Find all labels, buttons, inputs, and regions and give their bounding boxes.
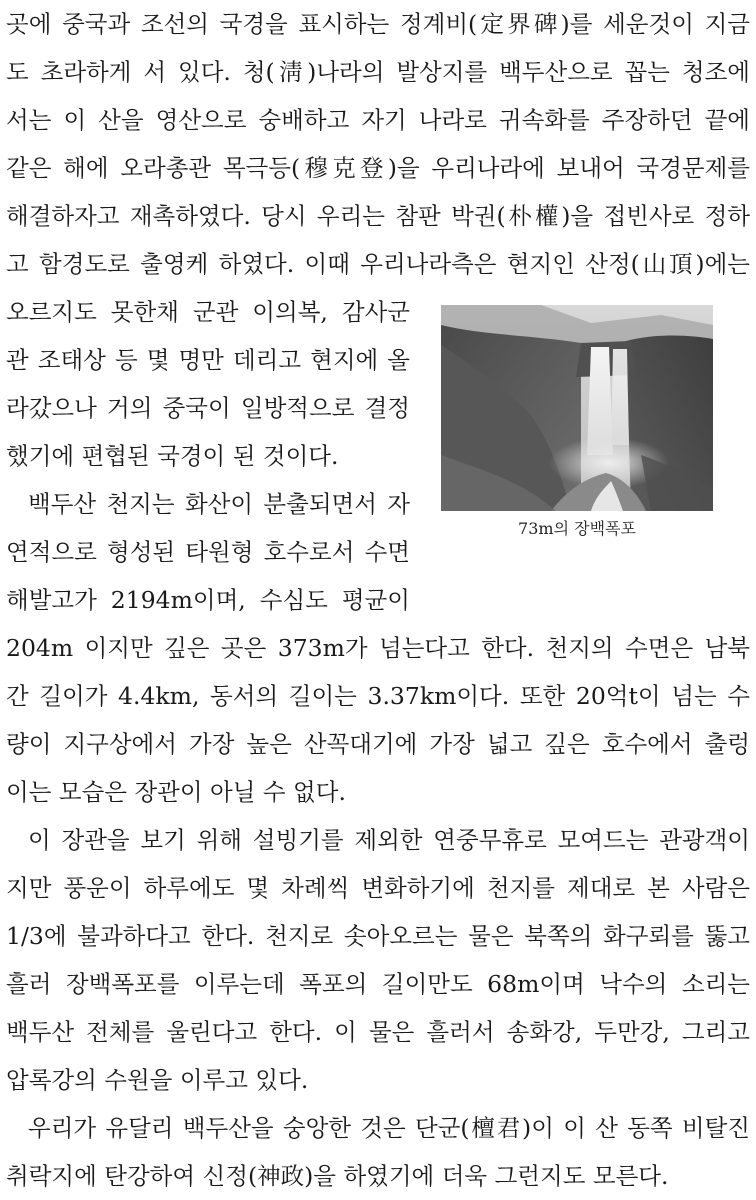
text-line: 이는 모습은 장관이 아닐 수 없다. bbox=[6, 778, 346, 806]
text-line: 오르지도 못한채 군관 이의복, 감사군 bbox=[6, 298, 410, 326]
text-line: 관 조태상 등 몇 명만 데리고 현지에 올 bbox=[6, 346, 410, 374]
text-line: 도 초라하게 서 있다. 청(淸)나라의 발상지를 백두산으로 꼽는 청조에 bbox=[6, 58, 750, 86]
text-line: 연적으로 형성된 타원형 호수로서 수면 bbox=[6, 538, 410, 566]
text-line: 백두산 전체를 울린다고 한다. 이 물은 흘러서 송화강, 두만강, 그리고 bbox=[6, 1018, 750, 1046]
text-line: 취락지에 탄강하여 신정(神政)을 하였기에 더욱 그런지도 모른다. bbox=[6, 1162, 669, 1190]
text-line: 했기에 편협된 국경이 된 것이다. bbox=[6, 442, 339, 470]
text-line: 량이 지구상에서 가장 높은 산꼭대기에 가장 넓고 깊은 호수에서 출렁 bbox=[6, 730, 750, 758]
text-line: 이 장관을 보기 위해 설빙기를 제외한 연중무휴로 모여드는 관광객이 bbox=[28, 826, 750, 854]
text-line: 백두산 천지는 화산이 분출되면서 자 bbox=[28, 490, 410, 518]
text-line: 같은 해에 오라총관 목극등(穆克登)을 우리나라에 보내어 국경문제를 bbox=[6, 154, 750, 182]
text-line: 1/3에 불과하다고 한다. 천지로 솟아오르는 물은 북쪽의 화구뢰를 뚫고 bbox=[6, 922, 750, 950]
text-line: 우리가 유달리 백두산을 숭앙한 것은 단군(檀君)이 이 산 동쪽 비탈진 bbox=[28, 1114, 750, 1142]
text-line: 서는 이 산을 영산으로 숭배하고 자기 나라로 귀속화를 주장하던 끝에 bbox=[6, 106, 750, 134]
waterfall-photo bbox=[441, 305, 713, 511]
text-line: 압록강의 수원을 이루고 있다. bbox=[6, 1066, 309, 1094]
text-line: 해결하자고 재촉하였다. 당시 우리는 참판 박권(朴權)을 접빈사로 정하 bbox=[6, 202, 750, 230]
text-line: 간 길이가 4.4km, 동서의 길이는 3.37km이다. 또한 20억t이 넘는 수 bbox=[6, 682, 750, 710]
text-line: 고 함경도로 출영케 하였다. 이때 우리나라측은 현지인 산정(山頂)에는 bbox=[6, 250, 750, 278]
text-line: 204m 이지만 깊은 곳은 373m가 넘는다고 한다. 천지의 수면은 남북 bbox=[6, 634, 750, 662]
text-line: 해발고가 2194m이며, 수심도 평균이 bbox=[6, 586, 410, 614]
text-line: 흘러 장백폭포를 이루는데 폭포의 길이만도 68m이며 낙수의 소리는 bbox=[6, 970, 750, 998]
text-line: 곳에 중국과 조선의 국경을 표시하는 정계비(定界碑)를 세운것이 지금 bbox=[6, 10, 750, 38]
text-line: 라갔으나 거의 중국이 일방적으로 결정 bbox=[6, 394, 410, 422]
figure-caption: 73m의 장백폭포 bbox=[518, 519, 636, 538]
text-line: 지만 풍운이 하루에도 몇 차례씩 변화하기에 천지를 제대로 본 사람은 bbox=[6, 874, 750, 902]
